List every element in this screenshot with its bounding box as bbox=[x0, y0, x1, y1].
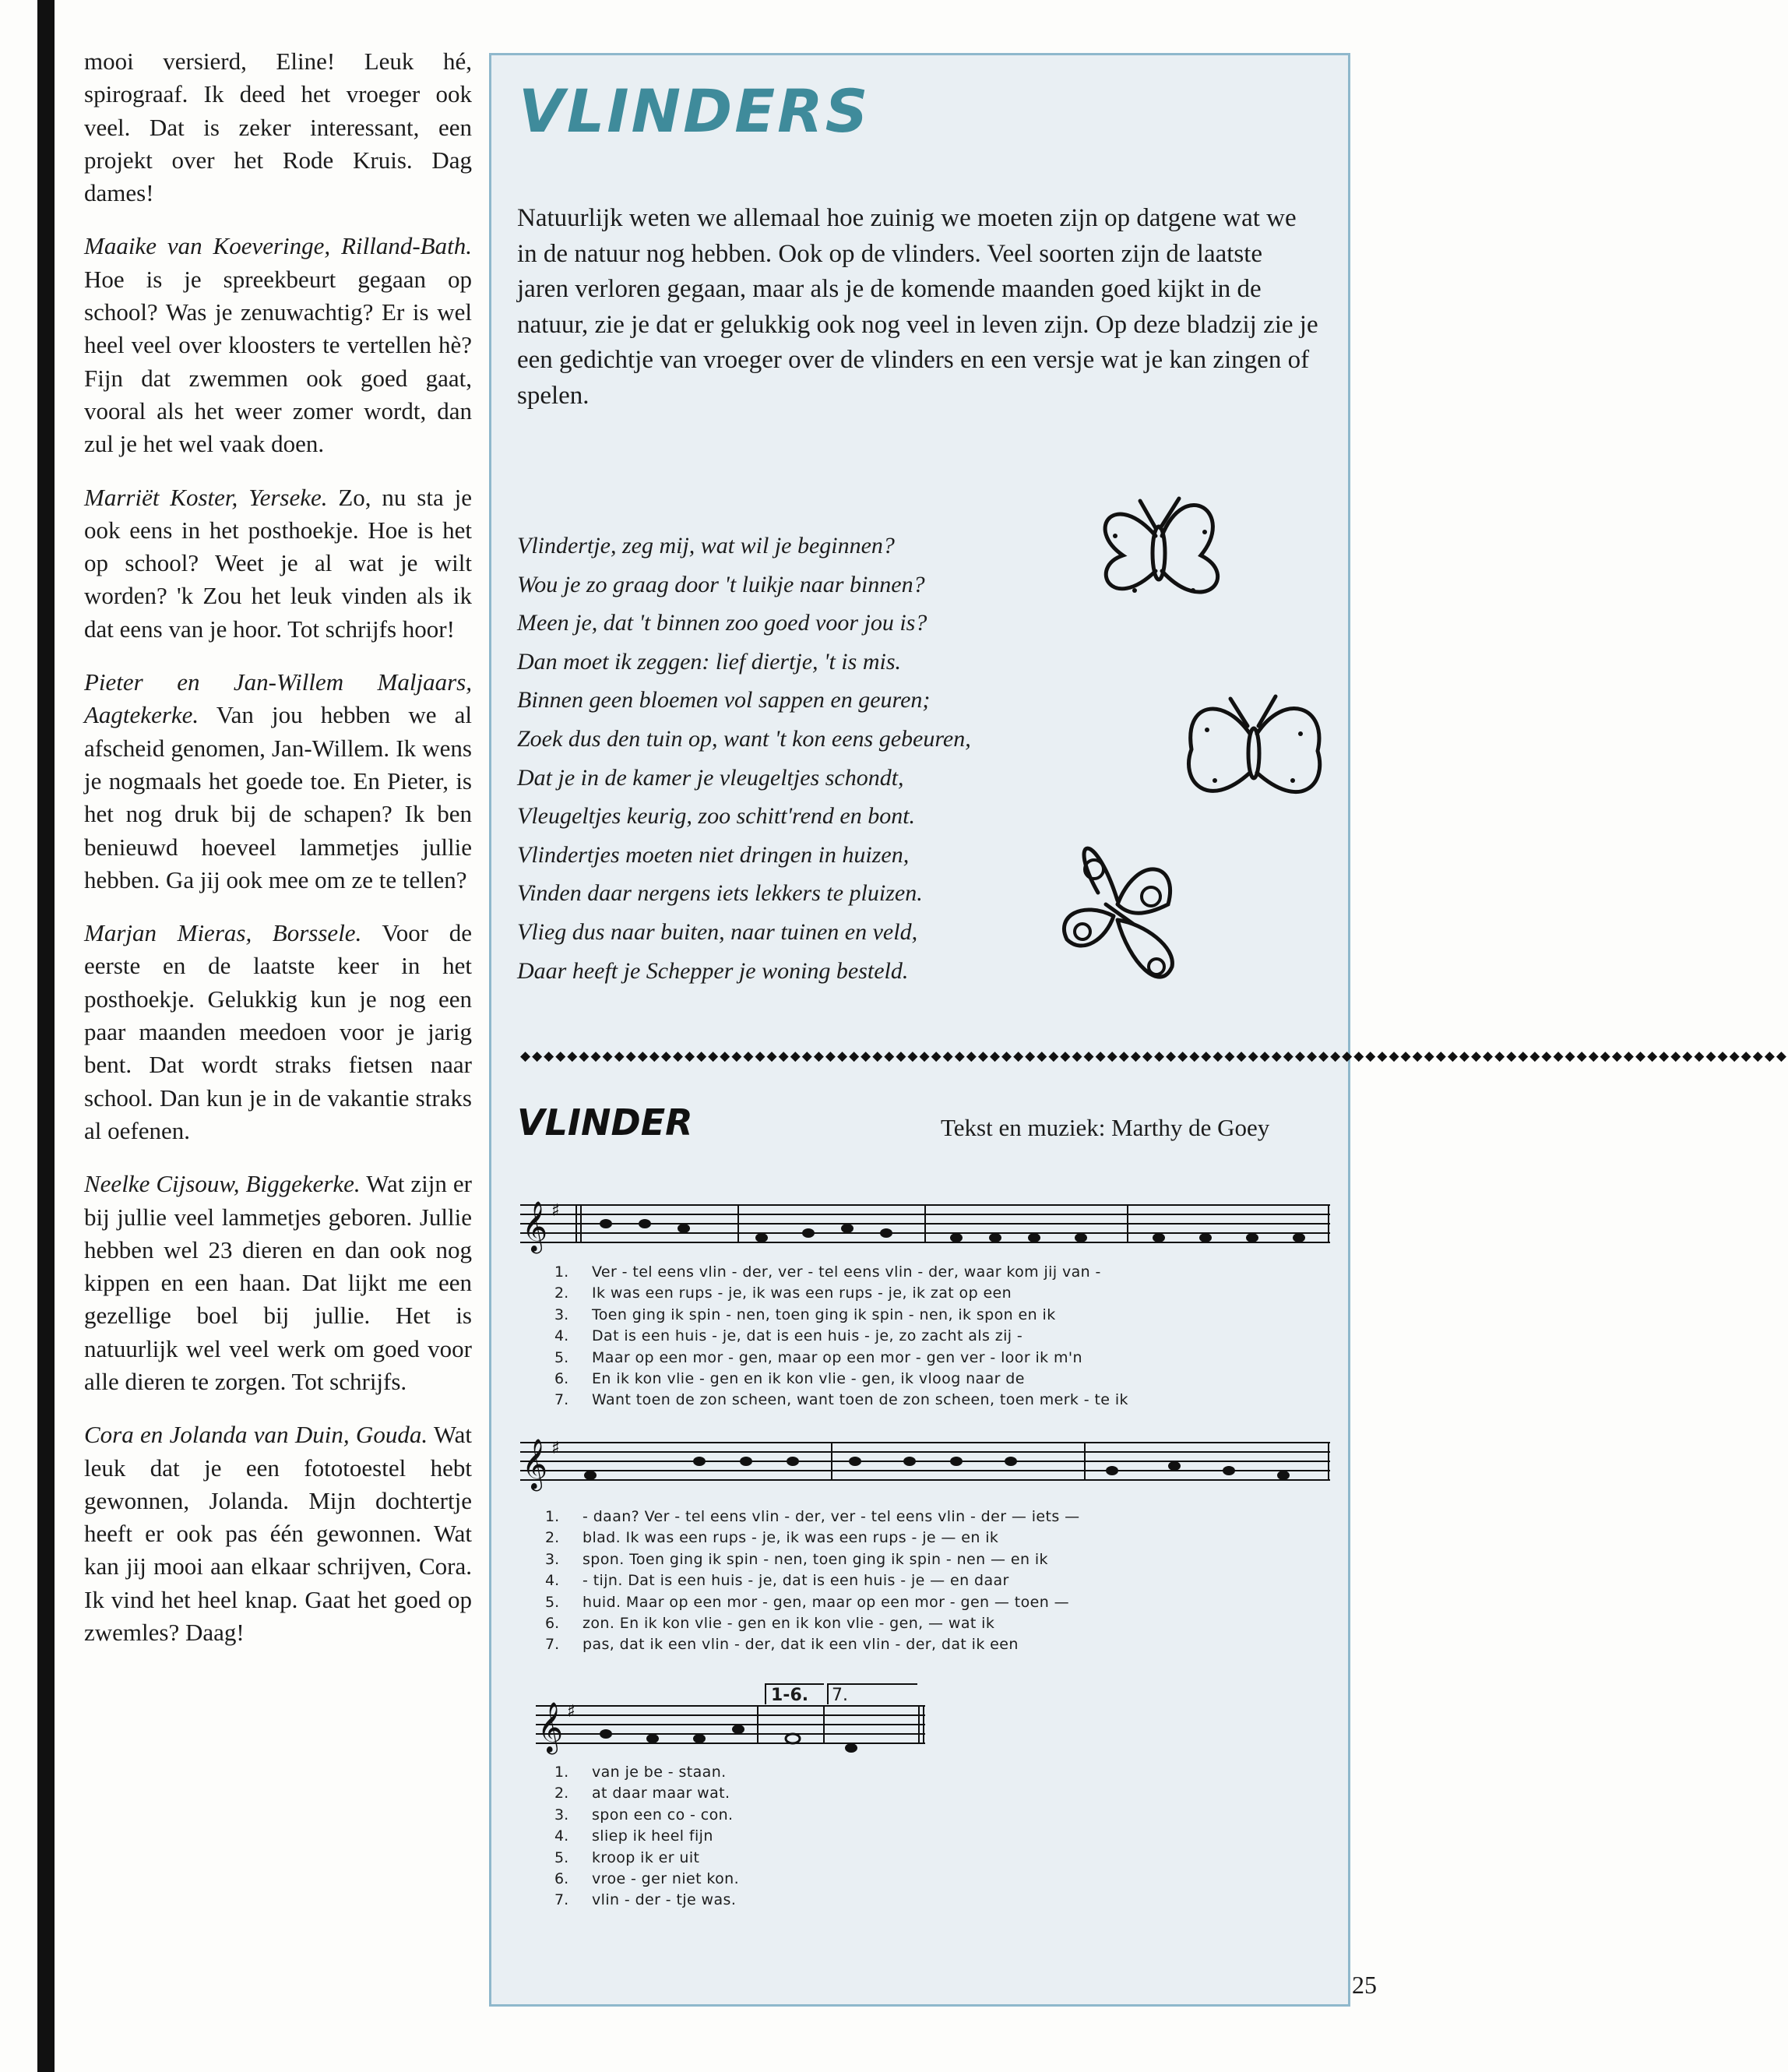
lyric-row: 7. vlin - der - tje was. bbox=[554, 1891, 737, 1909]
lyric-row: 5. huid. Maar op een mor - gen, maar op een mor - gen — toen — bbox=[545, 1593, 1069, 1611]
poem-line: Vlindertjes moeten niet dringen in huizen, bbox=[517, 841, 910, 868]
poem bbox=[517, 527, 1117, 990]
lyrics-system-1 bbox=[554, 1262, 1325, 1411]
poem-line: Zoek dus den tuin op, want 't kon eens gebeuren, bbox=[517, 725, 971, 752]
svg-text:♯: ♯ bbox=[551, 1439, 560, 1458]
svg-text:♯: ♯ bbox=[551, 1201, 560, 1221]
poem-line: Vinden daar nergens iets lekkers te pluizen. bbox=[517, 880, 923, 907]
page-spine bbox=[37, 0, 55, 2072]
poem-line: Meen je, dat 't binnen zoo goed voor jou is? bbox=[517, 610, 927, 636]
song-title: VLINDER bbox=[517, 1101, 693, 1143]
lyrics-system-2 bbox=[545, 1506, 1324, 1656]
poem-line: Vlindertje, zeg mij, wat wil je beginnen? bbox=[517, 533, 895, 559]
lyric-row: 6. En ik kon vlie - gen en ik kon vlie - gen, ik vloog naar de bbox=[554, 1369, 1025, 1387]
music-staff bbox=[536, 1683, 925, 1760]
butterfly-illustration bbox=[1176, 687, 1332, 819]
article-intro: Natuurlijk weten we allemaal hoe zuinig we moeten zijn op datgene wat we in de natuur nog hebben. Ook op de vlinders. Veel soorten zijn de laatste jaren verloren gegaan, maar als je de komende maanden goed kijkt in de natuur, zie je dat er gelukkig ook nog veel in leven zijn. Op deze bladzij zie je een gedichtje van vroeger over de vlinders en een versje wat je kan zingen of spelen. bbox=[517, 204, 1318, 410]
letter-3: Pieter en Jan-Willem Maljaars, Aagtekerke. Van jou hebben we al afscheid genomen, Jan-Willem. Ik wens je nogmaals het goede toe. En Pieter, is het nog druk bij de schapen? Ik ben benieuwd hoeveel lammetjes jullie hebben. Ga jij ook mee om ze te tellen? bbox=[84, 668, 472, 893]
poem-line: Daar heeft je Schepper je woning besteld. bbox=[517, 957, 909, 984]
lyric-row: 5. Maar op een mor - gen, maar op een mor - gen ver - loor ik m'n bbox=[554, 1348, 1082, 1366]
diamond-divider: ◆◆◆◆◆◆◆◆◆◆◆◆◆◆◆◆◆◆◆◆◆◆◆◆◆◆◆◆◆◆◆◆◆◆◆◆◆◆◆◆◆◆◆◆◆◆◆◆◆◆◆◆◆◆◆◆◆◆◆◆◆◆◆◆◆◆◆◆◆◆◆◆◆◆◆◆◆◆◆◆◆◆◆◆◆◆◆◆◆◆◆◆◆◆◆◆◆◆◆◆◆◆◆◆◆◆◆◆ bbox=[520, 1048, 1788, 1064]
poem-line: Vlieg dus naar buiten, naar tuinen en veld, bbox=[517, 918, 918, 945]
poem-line: Dan moet ik zeggen: lief diertje, 't is mis. bbox=[517, 648, 901, 675]
article-title: VLINDERS bbox=[519, 76, 871, 146]
poem-line: Wou je zo graag door 't luikje naar binnen? bbox=[517, 571, 925, 597]
letter-sender: Neelke Cijsouw, Biggekerke. bbox=[84, 1170, 361, 1198]
butterfly-illustration bbox=[1051, 830, 1184, 1002]
lyric-row: 1. Ver - tel eens vlin - der, ver - tel eens vlin - der, waar kom jij van - bbox=[554, 1263, 1101, 1281]
volta-1: 1-6. bbox=[771, 1686, 809, 1705]
svg-text:𝄞: 𝄞 bbox=[522, 1439, 548, 1489]
letter-sender: Marriët Koster, Yerseke. bbox=[84, 483, 328, 511]
lyrics-system-3 bbox=[554, 1762, 944, 1912]
music-staff bbox=[520, 1433, 1330, 1496]
lyric-row: 1. van je be - staan. bbox=[554, 1764, 727, 1781]
lyric-row: 2. Ik was een rups - je, ik was een rups - je, ik zat op een bbox=[554, 1284, 1012, 1302]
svg-text:♯: ♯ bbox=[567, 1702, 575, 1721]
lyric-row: 2. at daar maar wat. bbox=[554, 1785, 730, 1802]
lyric-row: 6. zon. En ik kon vlie - gen en ik kon vlie - gen, — wat ik bbox=[545, 1614, 995, 1632]
lyric-row: 3. Toen ging ik spin - nen, toen ging ik spin - nen, ik spon en ik bbox=[554, 1306, 1056, 1323]
lyric-row: 7. Want toen de zon scheen, want toen de zon scheen, toen merk - te ik bbox=[554, 1391, 1128, 1409]
svg-text:𝄞: 𝄞 bbox=[522, 1201, 548, 1252]
lyric-row: 3. spon. Toen ging ik spin - nen, toen ging ik spin - nen — en ik bbox=[545, 1550, 1048, 1568]
letter-sender: Marjan Mieras, Borssele. bbox=[84, 919, 362, 947]
lyric-row: 4. Dat is een huis - je, dat is een huis - je, zo zacht als zij - bbox=[554, 1327, 1023, 1345]
letter-0: mooi versierd, Eline! Leuk hé, spirograaf. Ik deed het vroeger ook veel. Dat is zeker interessant, een projekt over het Rode Kruis. Dag dames! bbox=[84, 48, 472, 207]
song-credit: Tekst en muziek: Marthy de Goey bbox=[941, 1114, 1270, 1141]
poem-line: Vleugeltjes keurig, zoo schitt'rend en bont. bbox=[517, 803, 916, 830]
letter-5: Neelke Cijsouw, Biggekerke. Wat zijn er bij jullie veel lammetjes geboren. Jullie hebben wel 23 dieren en dan ook nog kippen en een haan. Dat lijkt me een gezellige boel bij jullie. Het is natuurlijk wel veel werk om goed voor alle dieren te zorgen. Tot schrijfs. bbox=[84, 1170, 473, 1395]
lyric-row: 4. sliep ik heel fijn bbox=[554, 1827, 713, 1845]
letters-column bbox=[84, 45, 472, 1669]
svg-text:𝄞: 𝄞 bbox=[537, 1702, 564, 1753]
letter-4: Marjan Mieras, Borssele. Voor de eerste en de laatste keer in het posthoekje. Gelukkig kun je nog een paar maanden meedoen voor je jarig bent. Dat wordt straks fietsen naar school. Dan kun je in de vakantie straks al oefenen. bbox=[84, 919, 472, 1144]
butterfly-illustration bbox=[1068, 481, 1248, 637]
poem-line: Binnen geen bloemen vol sappen en geuren; bbox=[517, 687, 931, 714]
page-number: 25 bbox=[1352, 1971, 1377, 1999]
letter-6: Cora en Jolanda van Duin, Gouda. Wat leuk dat je een fototoestel hebt gewonnen, Jolanda. Mijn dochtertje heeft er ook pas één gewonnen. Wat kan jij mooi aan elkaar schrijven, Cora. Ik vind het heel knap. Gaat het goed op zwemles? Daag! bbox=[84, 1421, 472, 1647]
lyric-row: 7. pas, dat ik een vlin - der, dat ik een vlin - der, dat ik een bbox=[545, 1636, 1019, 1654]
letter-sender: Cora en Jolanda van Duin, Gouda. bbox=[84, 1421, 428, 1449]
letter-2: Marriët Koster, Yerseke. Zo, nu sta je ook eens in het posthoekje. Hoe is het op school? Weet je al wat je wilt worden? 'k Zou het leuk vinden als ik dat eens van je hoor. Tot schrijfs hoor! bbox=[84, 483, 472, 643]
lyric-row: 5. kroop ik er uit bbox=[554, 1848, 700, 1866]
volta-2: 7. bbox=[832, 1686, 848, 1705]
lyric-row: 6. vroe - ger niet kon. bbox=[554, 1869, 740, 1887]
lyric-row: 1. - daan? Ver - tel eens vlin - der, ver - tel eens vlin - der — iets — bbox=[545, 1508, 1080, 1525]
letter-sender: Pieter en Jan-Willem Maljaars, Aagtekerke. bbox=[84, 668, 472, 729]
lyric-row: 3. spon een co - con. bbox=[554, 1806, 734, 1824]
lyric-row: 4. - tijn. Dat is een huis - je, dat is een huis - je — en daar bbox=[545, 1572, 1009, 1590]
lyric-row: 2. blad. Ik was een rups - je, ik was een rups - je — en ik bbox=[545, 1529, 999, 1547]
music-staff bbox=[520, 1196, 1330, 1258]
letter-sender: Maaike van Koeveringe, Rilland-Bath. bbox=[84, 232, 472, 260]
letter-1: Maaike van Koeveringe, Rilland-Bath. Hoe is je spreekbeurt gegaan op school? Was je zenuwachtig? Er is wel heel veel over kloosters te vertellen hè? Fijn dat zwemmen ook goed gaat, vooral als het weer zomer wordt, dan zul je het wel vaak doen. bbox=[84, 232, 472, 458]
poem-line: Dat je in de kamer je vleugeltjes schondt, bbox=[517, 764, 904, 791]
